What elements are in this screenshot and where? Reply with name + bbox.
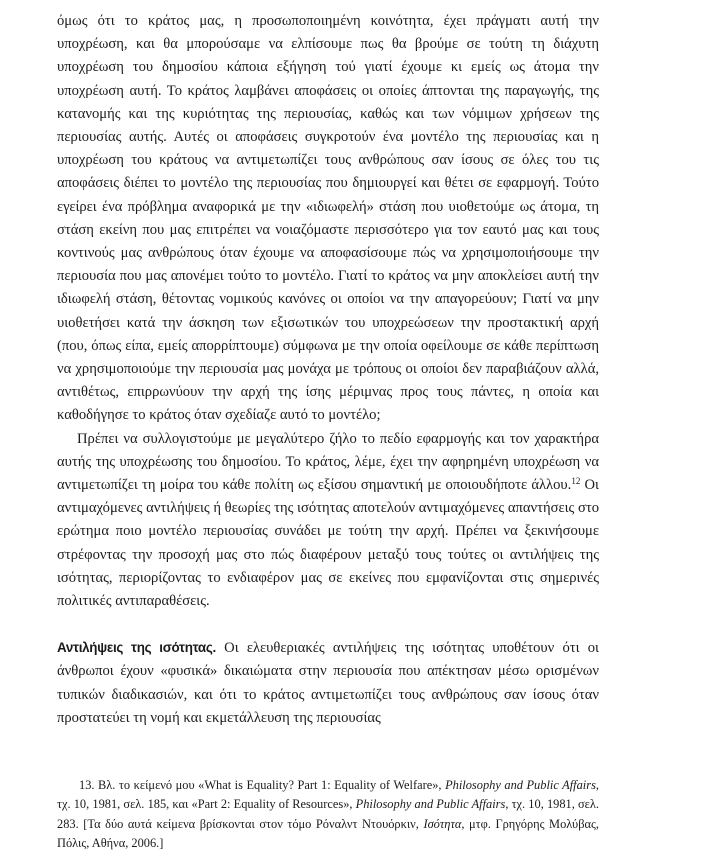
footnote-book-title: Ισότητα [423, 816, 462, 831]
body-paragraph-3 [57, 636, 599, 730]
section-heading-equality-conceptions: Αντιλήψεις της ισότητας. [57, 640, 216, 656]
footnote-13 [57, 776, 599, 854]
footnote-ref-12[interactable]: 12 [571, 476, 581, 487]
footnote-13-lead: 13. Βλ. το κείμενό μου «What is Equality? Part 1: Equality of Welfare», [79, 778, 446, 792]
footnote-13-tail-2: , μτφ. Γρηγόρης Μολύβας, Πόλις, Αθήνα, 2006.] [57, 816, 599, 851]
footnote-journal-title-2: Philosophy and Public Affairs [355, 797, 506, 812]
body-paragraph-1: όμως ότι το κράτος μας, η προσωποποιημένη κοινότητα, έχει πράγματι αυτή την υποχρέωση, και θα μπορούσαμε να ελπίσουμε πως θα βρούμε σε τούτη τη διάχυτη υποχρέωση του δημοσίου κάποια εξήγηση τού γιατί έχουμε κι εμείς ως άτομα την υποχρέωση αυτή. Το κράτος λαμβάνει αποφάσεις οι οποίες άπτονται της παραγωγής, της κατανομής και της κυριότητας της περιουσίας, καθώς και των νόμιμων χρήσεων της περιουσίας αυτής. Αυτές οι αποφάσεις συγκροτούν ένα μοντέλο της περιουσίας και η υποχρέωση του κράτους να αντιμετωπίζει τους ανθρώπους σαν ίσους σε όλες του τις αποφάσεις διέπει το μοντέλο της περιουσίας που δημιουργεί και θέτει σε εφαρμογή. Τούτο εγείρει ένα πρόβλημα αναφορικά με την «ιδιωφελή» στάση που υιοθετούμε ως άτομα, τη στάση εκείνη που μας επιτρέπει να νοιαζόμαστε περισσότερο για τον εαυτό μας και τους κοντινούς μας ανθρώπους όταν έχουμε να αποφασίσουμε πώς να χρησιμοποιήσουμε την περιουσία που μας απονέμει τούτο το μοντέλο. Γιατί το κράτος να μην αποκλείσει αυτή την ιδιωφελή στάση, θέτοντας νομικούς κανόνες οι οποίοι να την απαγορεύουν; Γιατί να μην υιοθετήσει κατά την άσκηση των εξισωτικών του υποχρεώσεων την προστακτική αρχή (που, όπως είπα, εμείς απορρίπτουμε) σύμφωνα με την οποία οφείλουμε σε κάθε περίπτωση να χρησιμοποιούμε την περιουσία μας μονάχα με τρόπους οι οποίοι δεν παραβιάζουν αλλά, αντιθέτως, επιρρωνύουν την αρχή της ίσης μέριμνας προς τους πάντες, η οποία και καθοδήγησε το κράτος όταν σχεδίαζε αυτό το μοντέλο; [57, 13, 599, 424]
footnote-journal-title-1: Philosophy and Public Affairs [445, 778, 596, 792]
page-body [57, 10, 599, 730]
footnote-13-mid: , τχ. 10, 1981, σελ. 185, και «Part 2: Equality of Resources», [57, 778, 599, 812]
paragraph-2-text-a: Πρέπει να συλλογιστούμε με μεγαλύτερο ζήλο το πεδίο εφαρμογής και τον χαρακτήρα αυτής της υποχρέωσης του δημοσίου. Το κράτος, λέμε, έχει την αφηρημένη υποχρέωση να αντιμετωπίζει τη μοίρα του κάθε πολίτη ως εξίσου σημαντική με οποιουδήποτε άλλου. [57, 430, 599, 494]
footnotes [57, 776, 599, 854]
body-paragraph-2 [57, 428, 599, 614]
footnote-13-tail-1: , τχ. 10, 1981, σελ. 283. [Τα δύο αυτά κείμενα βρίσκονται στον τόμο Ρόναλντ Ντουόρκιν, [57, 797, 599, 831]
paragraph-2-text-b: Οι αντιμαχόμενες αντιλήψεις ή θεωρίες της ισότητας αποτελούν αντιμαχόμενες απαντήσεις στο ερώτημα ποιο μοντέλο περιουσίας συνάδει με τούτη την αρχή. Πρέπει να ξεκινήσουμε στρέφοντας την προσοχή μας στο πώς διαφέρουν μεταξύ τους τούτες οι αντιλήψεις της ισότητας, περιορίζοντας το ενδιαφέρον μας σε εκείνες που εμφανίζονται στις σημερινές πολιτικές αντιπαραθέσεις. [57, 477, 599, 610]
paragraph-3-text: Οι ελευθεριακές αντιλήψεις της ισότητας υποθέτουν ότι οι άνθρωποι έχουν «φυσικά» δικαιώματα στην περιουσία που απέκτησαν μέσω ορισμένων τυπικών διαδικασιών, και ότι το κράτος αντιμετωπίζει τους ανθρώπους σαν ίσους όταν προστατεύει τη νομή και εκμετάλλευση της περιουσίας [57, 640, 599, 726]
